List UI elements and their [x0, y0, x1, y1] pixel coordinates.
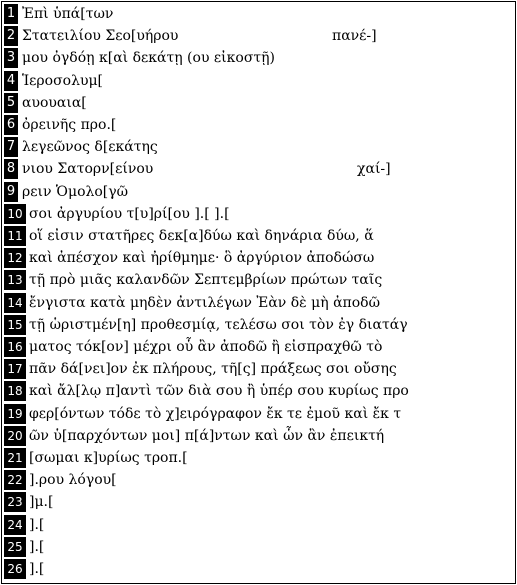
- line-text: τῇ πρὸ μιᾶς καλανδῶν Σεπτεμβρίων πρώτων ταῖς: [29, 272, 383, 289]
- line-text-right: χαί-]: [357, 161, 391, 178]
- line-number: 19: [4, 404, 26, 424]
- document-line: [2, 514, 515, 536]
- document-line: [2, 92, 515, 114]
- line-number: 2: [4, 26, 18, 46]
- line-text: λεγεῶνος δ[εκάτης: [22, 139, 158, 156]
- line-number: 23: [4, 492, 26, 512]
- line-text: ].[: [29, 561, 45, 577]
- line-text: τῇ ὡριστμέν[η] προθεσμίᾳ, τελέσω σοι τὸν ἐγ διατάγ: [29, 316, 408, 333]
- line-number: 4: [4, 71, 18, 91]
- line-number: 14: [4, 293, 26, 313]
- line-number: 21: [4, 448, 26, 468]
- line-number: 24: [4, 515, 26, 535]
- line-text: καὶ ἄλ[λῳ π]αντὶ τῶν διὰ σου ἢ ὑπέρ σου κυρίως προ: [29, 383, 409, 400]
- line-text-right: πανέ-]: [332, 28, 377, 45]
- document-line: [2, 3, 515, 25]
- line-text: πᾶν δά[νει]ον ἐκ πλήρους, τῆ[ς] πράξεως σοι οὔσης: [29, 361, 397, 378]
- document-line: [2, 536, 515, 558]
- line-text: σοι ἀργυρίου τ[υ]ρί[ου ].[ ].[: [29, 205, 230, 222]
- document-line: [2, 491, 515, 513]
- document-line: [2, 114, 515, 136]
- line-number: 5: [4, 93, 18, 113]
- line-text: ]μ.[: [29, 494, 54, 511]
- document-line: [2, 136, 515, 158]
- line-text: Στατειλίου Σεο[υήρου: [22, 28, 179, 45]
- line-number: 3: [4, 48, 18, 68]
- document-line: [2, 47, 515, 69]
- line-text: μου ὀγδόῃ κ[αὶ δεκάτῃ (ου εἰκοστῇ): [22, 50, 275, 67]
- line-number: 17: [4, 359, 26, 379]
- line-number: 22: [4, 470, 26, 490]
- line-text: ὀρεινῆς προ.[: [22, 117, 117, 133]
- line-text: ].[: [29, 516, 45, 533]
- document-line: [2, 70, 515, 92]
- document-line: [2, 292, 515, 314]
- line-text: καὶ ἀπέσχον καὶ ἠρίθμημε· ὃ ἀργύριον ἀποδώσω: [29, 250, 375, 267]
- document-line: [2, 380, 515, 402]
- document-line: [2, 447, 515, 469]
- document-line: [2, 269, 515, 291]
- line-number: 9: [4, 182, 18, 202]
- document-line: [2, 314, 515, 336]
- line-text: ῶν ὑ[παρχόντων μοι] π[ά]ντων καὶ ὧν ἂν ἐπεικτή: [29, 427, 385, 444]
- line-text: [σωμαι κ]υρίως τροπ.[: [29, 450, 188, 466]
- line-number: 18: [4, 381, 26, 401]
- line-number: 26: [4, 559, 26, 579]
- document-line: [2, 158, 515, 180]
- line-number: 12: [4, 248, 26, 268]
- line-number: 16: [4, 337, 26, 357]
- line-text: ].[: [29, 538, 45, 555]
- document-line: [2, 336, 515, 358]
- line-number: 15: [4, 315, 26, 335]
- document-line: [2, 425, 515, 447]
- line-number: 20: [4, 426, 26, 446]
- line-text: οἵ εἰσιν στατῆρες δεκ[α]δύω καὶ δηνάρια δύω, ἅ: [29, 228, 374, 244]
- line-number: 13: [4, 270, 26, 290]
- document-line: [2, 225, 515, 247]
- line-text: ἔνγιστα κατὰ μηδὲν ἀντιλέγων Ἐὰν δὲ μὴ ἀποδῶ: [29, 294, 381, 311]
- line-text: φερ[όντων τόδε τὸ χ]ειρόγραφον ἔκ τε ἐμοῦ καὶ ἔκ τ: [29, 405, 402, 422]
- line-text: αυουαια[: [22, 94, 87, 111]
- line-number: 11: [4, 226, 26, 246]
- line-text: ].ρου λόγου[: [29, 472, 117, 489]
- document-line: [2, 469, 515, 491]
- line-text: Ἱεροσολυμ[: [22, 72, 104, 89]
- line-text: ρειν Ὁμολο[γῶ: [22, 183, 129, 200]
- document-line: [2, 247, 515, 269]
- line-number: 10: [4, 204, 26, 224]
- line-text: ματος τόκ[ον] μέχρι οὗ ἂν ἀποδῶ ἢ εἰσπραχθῶ τὸ: [29, 339, 383, 355]
- document-line: [2, 403, 515, 425]
- line-number: 8: [4, 159, 18, 179]
- document-line: [2, 358, 515, 380]
- line-number: 6: [4, 115, 18, 135]
- document-line: [2, 558, 515, 580]
- line-number: 1: [4, 4, 18, 24]
- line-number: 7: [4, 137, 18, 157]
- line-text: νιου Σατορν[είνου: [22, 161, 154, 178]
- document-frame: [1, 1, 516, 584]
- document-line: [2, 25, 515, 47]
- line-number: 25: [4, 537, 26, 557]
- document-line: [2, 181, 515, 203]
- line-text: Ἐπὶ ὑπά[των: [22, 6, 114, 22]
- document-line: [2, 203, 515, 225]
